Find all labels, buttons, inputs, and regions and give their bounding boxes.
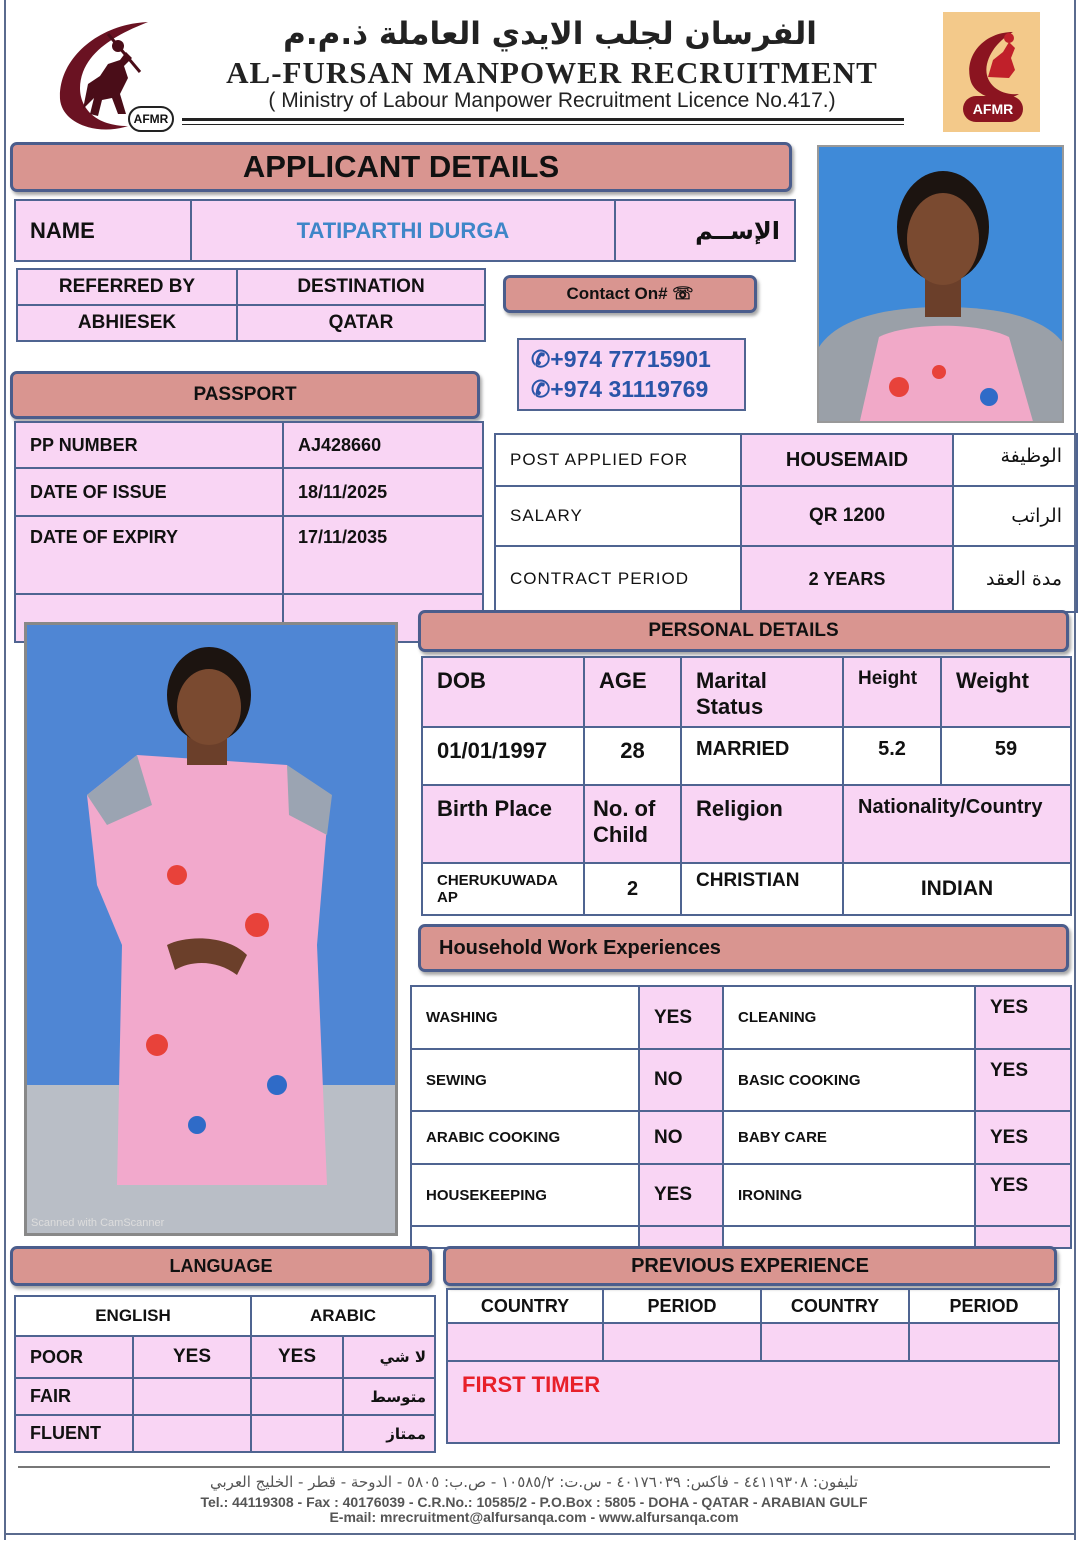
salary-arabic: الراتب — [953, 486, 1077, 546]
birth-place-value: CHERUKUWADA AP — [422, 863, 584, 915]
arabic-header: ARABIC — [251, 1296, 435, 1336]
prev-empty-cell — [761, 1323, 909, 1361]
pp-number-value: AJ428660 — [283, 422, 483, 468]
contact-title: Contact On# ☏ — [503, 275, 757, 313]
household-skills-table — [410, 985, 1072, 1249]
prev-empty-cell — [603, 1323, 761, 1361]
contact-phone-1[interactable]: ✆+974 77715901 — [531, 346, 711, 372]
religion-value: CHRISTIAN — [681, 863, 843, 915]
footer-email-line: E-mail: mrecruitment@alfursanqa.com - www.alfursanqa.com — [329, 1509, 739, 1525]
post-applied-arabic: الوظيفة — [953, 434, 1077, 486]
height-header: Height — [843, 657, 941, 727]
no-of-child-value: 2 — [584, 863, 681, 915]
name-table — [14, 199, 796, 262]
applicant-headshot-photo — [817, 145, 1064, 423]
skill-baby-care-label: BABY CARE — [723, 1111, 975, 1164]
referred-by-label: REFERRED BY — [17, 269, 237, 305]
portrait-headshot-icon — [819, 147, 1064, 423]
personal-details-title: PERSONAL DETAILS — [418, 610, 1069, 652]
first-timer-note: FIRST TIMER — [447, 1361, 1059, 1443]
job-table — [494, 433, 1078, 613]
english-fluent-value — [133, 1415, 251, 1452]
birth-place-header: Birth Place — [422, 785, 584, 863]
pp-number-label: PP NUMBER — [15, 422, 283, 468]
household-title: Household Work Experiences — [418, 924, 1069, 972]
contract-period-label: CONTRACT PERIOD — [495, 546, 741, 612]
applicant-full-photo — [24, 622, 398, 1236]
skill-empty-cell — [975, 1226, 1071, 1248]
skill-housekeeping-label: HOUSEKEEPING — [411, 1164, 639, 1226]
date-of-expiry-label: DATE OF EXPIRY — [15, 516, 283, 594]
contact-box — [517, 338, 746, 411]
poor-arabic-label: لا شي — [343, 1336, 435, 1378]
referral-table — [16, 268, 486, 342]
page-bottom-border — [4, 1533, 1076, 1535]
religion-header: Religion — [681, 785, 843, 863]
skill-basic-cooking-label: BASIC COOKING — [723, 1049, 975, 1111]
nationality-value: INDIAN — [843, 863, 1071, 915]
portrait-full-body-icon — [27, 625, 395, 1233]
logo-badge-right: AFMR — [963, 96, 1023, 122]
contract-period-value: 2 YEARS — [741, 546, 953, 612]
dob-value: 01/01/1997 — [422, 727, 584, 785]
prev-country-header-2: COUNTRY — [761, 1289, 909, 1323]
height-value: 5.2 — [843, 727, 941, 785]
salary-value: QR 1200 — [741, 486, 953, 546]
applicant-details-title: APPLICANT DETAILS — [10, 142, 792, 192]
prev-country-header-1: COUNTRY — [447, 1289, 603, 1323]
skill-washing-label: WASHING — [411, 986, 639, 1049]
no-of-child-header: No. of Child — [584, 785, 681, 863]
age-value: 28 — [584, 727, 681, 785]
language-title: LANGUAGE — [10, 1246, 432, 1286]
prev-empty-cell — [447, 1323, 603, 1361]
skill-arabic-cooking-value: NO — [639, 1111, 723, 1164]
destination-value: QATAR — [237, 305, 485, 341]
skill-empty-cell — [411, 1226, 639, 1248]
contact-phone-2[interactable]: ✆+974 31119769 — [531, 376, 709, 402]
footer-rule — [18, 1466, 1050, 1468]
weight-header: Weight — [941, 657, 1071, 727]
company-logo-left — [28, 14, 178, 136]
date-of-issue-label: DATE OF ISSUE — [15, 468, 283, 516]
skill-empty-cell — [723, 1226, 975, 1248]
referred-by-value: ABHIESEK — [17, 305, 237, 341]
dob-header: DOB — [422, 657, 584, 727]
personal-details-table — [421, 656, 1072, 916]
company-arabic-name: الفرسان لجلب الايدي العاملة ذ.م.م — [283, 16, 817, 52]
weight-value: 59 — [941, 727, 1071, 785]
date-of-expiry-value: 17/11/2035 — [283, 516, 483, 594]
arabic-fair-value — [251, 1378, 343, 1415]
footer-arabic: تليفون: ٤٤١١٩٣٠٨ - فاكس: ٤٠١٧٦٠٣٩ - س.ت: ١٠٥٨٥/٢ - ص.ب: ٥٨٠٥ - الدوحة - قطر - الخليج العربي — [209, 1473, 858, 1491]
header-rule-thin — [182, 124, 904, 125]
name-label: NAME — [15, 200, 191, 261]
language-table — [14, 1295, 436, 1453]
nationality-header: Nationality/Country — [843, 785, 1071, 863]
level-fair-label: FAIR — [15, 1378, 133, 1415]
skill-basic-cooking-value: YES — [975, 1049, 1071, 1111]
prev-empty-cell — [909, 1323, 1059, 1361]
level-poor-label: POOR — [15, 1336, 133, 1378]
skill-baby-care-value: YES — [975, 1111, 1071, 1164]
passport-title: PASSPORT — [10, 371, 480, 419]
contract-period-arabic: مدة العقد — [953, 546, 1077, 612]
english-fair-value — [133, 1378, 251, 1415]
skill-ironing-value: YES — [975, 1164, 1071, 1226]
date-of-issue-value: 18/11/2025 — [283, 468, 483, 516]
fair-arabic-label: متوسط — [343, 1378, 435, 1415]
age-header: AGE — [584, 657, 681, 727]
skill-cleaning-label: CLEANING — [723, 986, 975, 1049]
post-applied-label: POST APPLIED FOR — [495, 434, 741, 486]
salary-label: SALARY — [495, 486, 741, 546]
previous-experience-table — [446, 1288, 1060, 1444]
passport-table — [14, 421, 484, 643]
marital-status-header: Marital Status — [681, 657, 843, 727]
skill-arabic-cooking-label: ARABIC COOKING — [411, 1111, 639, 1164]
skill-sewing-value: NO — [639, 1049, 723, 1111]
skill-cleaning-value: YES — [975, 986, 1071, 1049]
previous-experience-title: PREVIOUS EXPERIENCE — [443, 1246, 1057, 1286]
skill-washing-value: YES — [639, 986, 723, 1049]
english-poor-value: YES — [133, 1336, 251, 1378]
marital-status-value: MARRIED — [681, 727, 843, 785]
page-right-border — [1074, 0, 1076, 1540]
post-applied-value: HOUSEMAID — [741, 434, 953, 486]
level-fluent-label: FLUENT — [15, 1415, 133, 1452]
skill-ironing-label: IRONING — [723, 1164, 975, 1226]
skill-sewing-label: SEWING — [411, 1049, 639, 1111]
arabic-fluent-value — [251, 1415, 343, 1452]
arabic-poor-value: YES — [251, 1336, 343, 1378]
logo-badge-left: AFMR — [128, 106, 174, 132]
prev-period-header-2: PERIOD — [909, 1289, 1059, 1323]
name-value: TATIPARTHI DURGA — [191, 200, 615, 261]
company-logo-right — [943, 12, 1040, 132]
header-rule — [182, 118, 904, 121]
skill-housekeeping-value: YES — [639, 1164, 723, 1226]
skill-empty-cell — [639, 1226, 723, 1248]
scanner-watermark: Scanned with CamScanner — [31, 1217, 165, 1229]
english-header: ENGLISH — [15, 1296, 251, 1336]
destination-label: DESTINATION — [237, 269, 485, 305]
fluent-arabic-label: ممتاز — [343, 1415, 435, 1452]
company-english-name: AL-FURSAN MANPOWER RECRUITMENT — [226, 55, 878, 90]
footer-contact-line: Tel.: 44119308 - Fax : 40176039 - C.R.No.: 10585/2 - P.O.Box : 5805 - DOHA - QATAR - ARABIAN GULF — [200, 1494, 868, 1510]
page-left-border — [4, 0, 6, 1540]
prev-period-header-1: PERIOD — [603, 1289, 761, 1323]
name-arabic-label: الإســم — [615, 200, 795, 261]
licence-text: ( Ministry of Labour Manpower Recruitment Licence No.417.) — [268, 89, 836, 112]
